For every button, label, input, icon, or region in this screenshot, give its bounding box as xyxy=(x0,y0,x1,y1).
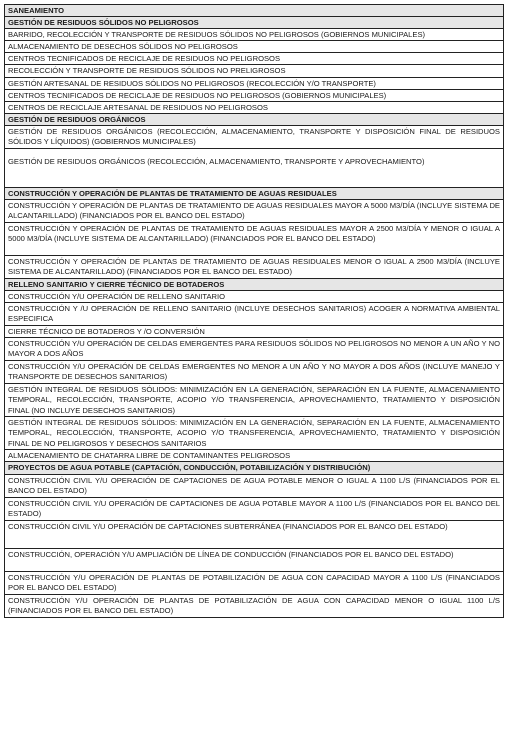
table-row xyxy=(5,148,504,187)
table-row xyxy=(5,303,504,326)
activity-cell: GESTIÓN INTEGRAL DE RESIDUOS SÓLIDOS: MINIMIZACIÓN EN LA GENERACIÓN, SEPARACIÓN EN LA FUENTE, ALMACENAMIENTO TEMPORAL, RECOLECCIÓN, TRANSPORTE, ACOPIO Y/O TRANSFERENCIA, APROVECHAMIENTO, TRATAMIENTO Y DISPOSICIÓN FINAL (NO INCLUYE DESECHOS SANITARIOS) xyxy=(5,384,504,417)
activity-cell: CONSTRUCCIÓN Y OPERACIÓN DE PLANTAS DE TRATAMIENTO DE AGUAS RESIDUALES MAYOR A 5000 M3/DÍA (INCLUYE SISTEMA DE ALCANTARILLADO) (FINANCIADOS POR EL BANCO DEL ESTADO) xyxy=(5,200,504,223)
activity-cell: CONSTRUCCIÓN Y /U OPERACIÓN DE RELLENO SANITARIO (INCLUYE DESECHOS SANITARIOS) ACOGER A NORMATIVA AMBIENTAL ESPECIFICA xyxy=(5,303,504,326)
table-row xyxy=(5,89,504,101)
activity-cell: CIERRE TÉCNICO DE BOTADEROS Y /O CONVERSIÓN xyxy=(5,326,504,338)
activity-cell: GESTIÓN DE RESIDUOS ORGÁNICOS (RECOLECCIÓN, ALMACENAMIENTO, TRANSPORTE Y DISPOSICIÓN FINAL DE RESIDUOS SÓLIDOS Y LÍQUIDOS) (GOBIERNOS MUNICIPALES) xyxy=(5,125,504,148)
activity-catalog-sheet xyxy=(4,4,504,618)
activity-cell: CONSTRUCCIÓN Y/U OPERACIÓN DE CELDAS EMERGENTES NO MENOR A UN AÑO Y NO MAYOR A DOS AÑOS (INCLUYE MANEJO Y TRANSPORTE DE DESECHOS SANITARIOS) xyxy=(5,361,504,384)
activity-cell: CONSTRUCCIÓN CIVIL Y/U OPERACIÓN DE CAPTACIONES DE AGUA POTABLE MENOR O IGUAL A 1100 L/S (FINANCIADOS POR EL BANCO DEL ESTADO) xyxy=(5,474,504,497)
table-row xyxy=(5,571,504,594)
subsection-header: CONSTRUCCIÓN Y OPERACIÓN DE PLANTAS DE TRATAMIENTO DE AGUAS RESIDUALES xyxy=(5,187,504,199)
table-row xyxy=(5,53,504,65)
table-row xyxy=(5,361,504,384)
activity-cell: CENTROS TECNIFICADOS DE RECICLAJE DE RESIDUOS NO PELIGROSOS (GOBIERNOS MUNICIPALES) xyxy=(5,89,504,101)
table-row xyxy=(5,326,504,338)
activity-cell: ALMACENAMIENTO DE DESECHOS SÓLIDOS NO PELIGROSOS xyxy=(5,41,504,53)
activity-cell: CONSTRUCCIÓN CIVIL Y/U OPERACIÓN DE CAPTACIONES SUBTERRÁNEA (FINANCIADOS POR EL BANCO DEL ESTADO) xyxy=(5,520,504,548)
activity-cell: CONSTRUCCIÓN Y/U OPERACIÓN DE CELDAS EMERGENTES PARA RESIDUOS SÓLIDOS NO PELIGROSOS NO MENOR A UN AÑO Y NO MAYOR A DOS AÑOS xyxy=(5,338,504,361)
subsection-header: PROYECTOS DE AGUA POTABLE (CAPTACIÓN, CONDUCCIÓN, POTABILIZACIÓN Y DISTRIBUCIÓN) xyxy=(5,462,504,474)
table-row xyxy=(5,384,504,417)
table-row xyxy=(5,497,504,520)
subsection-header: GESTIÓN DE RESIDUOS SÓLIDOS NO PELIGROSOS xyxy=(5,17,504,29)
activity-cell: CENTROS TECNIFICADOS DE RECICLAJE DE RESIDUOS NO PELIGROSOS xyxy=(5,53,504,65)
activity-cell: CONSTRUCCIÓN Y OPERACIÓN DE PLANTAS DE TRATAMIENTO DE AGUAS RESIDUALES MENOR O IGUAL A 2500 M3/DÍA (INCLUYE SISTEMA DE ALCANTARILLADO) (FINANCIADOS POR EL BANCO DEL ESTADO) xyxy=(5,256,504,279)
table-row xyxy=(5,101,504,113)
activity-table xyxy=(4,4,504,618)
subsection-header-row xyxy=(5,279,504,291)
table-row xyxy=(5,338,504,361)
activity-cell: BARRIDO, RECOLECCIÓN Y TRANSPORTE DE RESIDUOS SÓLIDOS NO PELIGROSOS (GOBIERNOS MUNICIPALES) xyxy=(5,29,504,41)
activity-cell: CONSTRUCCIÓN, OPERACIÓN Y/U AMPLIACIÓN DE LÍNEA DE CONDUCCIÓN (FINANCIADOS POR EL BANCO DEL ESTADO) xyxy=(5,548,504,571)
activity-cell: CONSTRUCCIÓN Y/U OPERACIÓN DE RELLENO SANITARIO xyxy=(5,291,504,303)
subsection-header-row xyxy=(5,17,504,29)
table-row xyxy=(5,223,504,256)
subsection-header-row xyxy=(5,462,504,474)
table-row xyxy=(5,474,504,497)
table-row xyxy=(5,548,504,571)
table-row xyxy=(5,77,504,89)
activity-cell: CONSTRUCCIÓN Y/U OPERACIÓN DE PLANTAS DE POTABILIZACIÓN DE AGUA CON CAPACIDAD MAYOR A 1100 L/S (FINANCIADOS POR EL BANCO DEL ESTADO) xyxy=(5,571,504,594)
table-row xyxy=(5,594,504,617)
activity-cell: GESTIÓN INTEGRAL DE RESIDUOS SÓLIDOS: MINIMIZACIÓN EN LA GENERACIÓN, SEPARACIÓN EN LA FUENTE, ALMACENAMIENTO TEMPORAL, RECOLECCIÓN, TRANSPORTE, ACOPIO Y/O TRANSFERENCIA, APROVECHAMIENTO, TRATAMIENTO Y DISPOSICIÓN FINAL DE NO PELIGROSOS Y DESECHOS SANITARIOS xyxy=(5,417,504,450)
activity-cell: GESTIÓN DE RESIDUOS ORGÁNICOS (RECOLECCIÓN, ALMACENAMIENTO, TRANSPORTE Y APROVECHAMIENTO) xyxy=(5,148,504,187)
table-row xyxy=(5,29,504,41)
table-row xyxy=(5,417,504,450)
subsection-header: GESTIÓN DE RESIDUOS ORGÁNICOS xyxy=(5,113,504,125)
section-header: SANEAMIENTO xyxy=(5,5,504,17)
table-row xyxy=(5,450,504,462)
activity-cell: ALMACENAMIENTO DE CHATARRA LIBRE DE CONTAMINANTES PELIGROSOS xyxy=(5,450,504,462)
table-row xyxy=(5,291,504,303)
activity-cell: CONSTRUCCIÓN CIVIL Y/U OPERACIÓN DE CAPTACIONES DE AGUA POTABLE MAYOR A 1100 L/S (FINANCIADOS POR EL BANCO DEL ESTADO) xyxy=(5,497,504,520)
subsection-header: RELLENO SANITARIO Y CIERRE TÉCNICO DE BOTADEROS xyxy=(5,279,504,291)
section-header-row xyxy=(5,5,504,17)
table-row xyxy=(5,65,504,77)
table-row xyxy=(5,125,504,148)
subsection-header-row xyxy=(5,187,504,199)
activity-cell: CONSTRUCCIÓN Y/U OPERACIÓN DE PLANTAS DE POTABILIZACIÓN DE AGUA CON CAPACIDAD MENOR O IGUAL 1100 L/S (FINANCIADOS POR EL BANCO DEL ESTADO) xyxy=(5,594,504,617)
subsection-header-row xyxy=(5,113,504,125)
activity-cell: CENTROS DE RECICLAJE ARTESANAL DE RESIDUOS NO PELIGROSOS xyxy=(5,101,504,113)
table-row xyxy=(5,41,504,53)
table-row xyxy=(5,520,504,548)
table-row xyxy=(5,256,504,279)
table-row xyxy=(5,200,504,223)
activity-cell: RECOLECCIÓN Y TRANSPORTE DE RESIDUOS SÓLIDOS NO PRELIGROSOS xyxy=(5,65,504,77)
activity-cell: CONSTRUCCIÓN Y OPERACIÓN DE PLANTAS DE TRATAMIENTO DE AGUAS RESIDUALES MAYOR A 2500 M3/DÍA Y MENOR O IGUAL A 5000 M3/DÍA (INCLUYE SISTEMA DE ALCANTARILLADO) (FINANCIADOS POR EL BANCO DEL ESTADO) xyxy=(5,223,504,256)
activity-cell: GESTIÓN ARTESANAL DE RESIDUOS SÓLIDOS NO PELIGROSOS (RECOLECCIÓN Y/O TRANSPORTE) xyxy=(5,77,504,89)
